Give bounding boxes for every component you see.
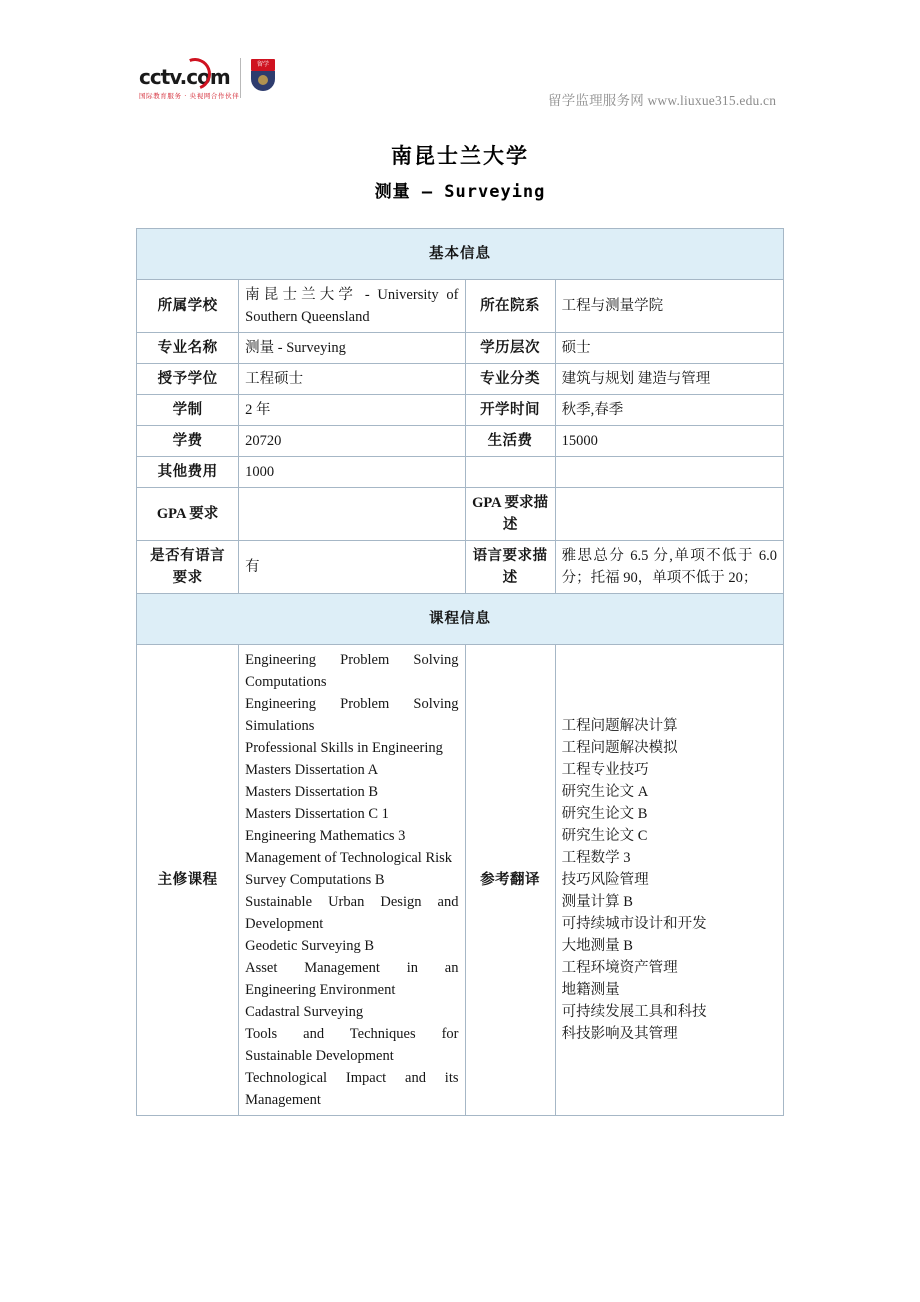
list-item: 研究生论文 B bbox=[561, 806, 648, 822]
cctv-logo-tagline: 国际教育服务 · 央视网合作伙伴 bbox=[139, 92, 240, 100]
value-duration: 2 年 bbox=[239, 395, 465, 426]
label-faculty: 所在院系 bbox=[465, 280, 555, 333]
value-living-cost: 15000 bbox=[555, 426, 783, 457]
list-item: Tools and Techniques for Sustainable Development bbox=[245, 1026, 459, 1064]
page-header bbox=[0, 0, 920, 120]
list-item: 地籍测量 bbox=[561, 982, 620, 998]
cctv-logo bbox=[139, 58, 279, 108]
list-item: 工程环境资产管理 bbox=[561, 960, 678, 976]
list-item: Asset Management in an Engineering Environment bbox=[245, 960, 459, 998]
list-item: Masters Dissertation A bbox=[245, 762, 379, 778]
value-school: 南昆士兰大学 - University of Southern Queensland bbox=[239, 280, 465, 333]
label-duration: 学制 bbox=[137, 395, 239, 426]
section-header-basic-info: 基本信息 bbox=[137, 229, 784, 280]
list-item: Masters Dissertation B bbox=[245, 784, 379, 800]
list-item: 工程数学 3 bbox=[561, 850, 631, 866]
list-item: Professional Skills in Engineering bbox=[245, 740, 443, 756]
list-item: 研究生论文 A bbox=[561, 784, 649, 800]
section-header-course-info: 课程信息 bbox=[137, 594, 784, 645]
list-item: Engineering Problem Solving Computations bbox=[245, 652, 459, 690]
value-main-courses bbox=[239, 645, 465, 1116]
list-item: Management of Technological Risk bbox=[245, 850, 453, 866]
list-item: 可持续城市设计和开发 bbox=[561, 916, 707, 932]
label-blank bbox=[465, 457, 555, 488]
list-item: Survey Computations B bbox=[245, 872, 385, 888]
value-language-requirement: 有 bbox=[239, 541, 465, 594]
value-category: 建筑与规划 建造与管理 bbox=[555, 364, 783, 395]
study-abroad-shield-icon bbox=[249, 59, 277, 93]
table-row bbox=[137, 594, 784, 645]
site-tagline: 留学监理服务网 www.liuxue315.edu.cn bbox=[548, 93, 777, 108]
value-gpa-description bbox=[555, 488, 783, 541]
label-gpa: GPA 要求 bbox=[137, 488, 239, 541]
table-row bbox=[137, 280, 784, 333]
list-item: 科技影响及其管理 bbox=[561, 1026, 678, 1042]
table-row bbox=[137, 426, 784, 457]
table-row bbox=[137, 395, 784, 426]
label-living-cost: 生活费 bbox=[465, 426, 555, 457]
list-item: Technological Impact and its Management bbox=[245, 1070, 459, 1108]
value-reference-translation bbox=[555, 645, 783, 1116]
program-info-table bbox=[136, 228, 784, 1116]
label-category: 专业分类 bbox=[465, 364, 555, 395]
label-school: 所属学校 bbox=[137, 280, 239, 333]
value-degree-level: 硕士 bbox=[555, 333, 783, 364]
label-degree-level: 学历层次 bbox=[465, 333, 555, 364]
page-title: 南昆士兰大学 bbox=[391, 144, 529, 168]
list-item: 可持续发展工具和科技 bbox=[561, 1004, 707, 1020]
cctv-wordmark bbox=[139, 64, 235, 90]
list-item: 工程问题解决模拟 bbox=[561, 740, 678, 756]
value-language-description: 雅思总分 6.5 分,单项不低于 6.0 分；托福 90，单项不低于 20； bbox=[555, 541, 783, 594]
list-item: 大地测量 B bbox=[561, 938, 633, 954]
list-item: Sustainable Urban Design and Development bbox=[245, 894, 459, 932]
logo-divider bbox=[240, 58, 241, 98]
list-item: Geodetic Surveying B bbox=[245, 938, 375, 954]
table-row bbox=[137, 229, 784, 280]
label-language-description: 语言要求描述 bbox=[465, 541, 555, 594]
value-faculty: 工程与测量学院 bbox=[555, 280, 783, 333]
label-major: 专业名称 bbox=[137, 333, 239, 364]
shield-banner-text: 留学 bbox=[256, 61, 269, 68]
shield-body bbox=[251, 71, 275, 91]
label-start-time: 开学时间 bbox=[465, 395, 555, 426]
label-tuition: 学费 bbox=[137, 426, 239, 457]
list-item: 工程问题解决计算 bbox=[561, 718, 678, 734]
list-item: Engineering Problem Solving Simulations bbox=[245, 696, 459, 734]
list-item: Masters Dissertation C 1 bbox=[245, 806, 389, 822]
label-language-requirement: 是否有语言要求 bbox=[137, 541, 239, 594]
list-item: 研究生论文 C bbox=[561, 828, 648, 844]
table-row bbox=[137, 488, 784, 541]
list-item: 技巧风险管理 bbox=[561, 872, 649, 888]
table-row bbox=[137, 541, 784, 594]
label-main-courses: 主修课程 bbox=[137, 645, 239, 1116]
cctv-logo-text: cctv.com bbox=[139, 65, 230, 89]
page-subtitle: 测量 – Surveying bbox=[374, 182, 546, 202]
list-item: Engineering Mathematics 3 bbox=[245, 828, 406, 844]
list-item: Cadastral Surveying bbox=[245, 1004, 364, 1020]
value-blank bbox=[555, 457, 783, 488]
shield-banner bbox=[251, 59, 275, 71]
table-row bbox=[137, 645, 784, 1116]
label-degree: 授予学位 bbox=[137, 364, 239, 395]
label-reference-translation: 参考翻译 bbox=[465, 645, 555, 1116]
value-start-time: 秋季,春季 bbox=[555, 395, 783, 426]
value-major: 测量 - Surveying bbox=[239, 333, 465, 364]
table-row bbox=[137, 457, 784, 488]
value-gpa bbox=[239, 488, 465, 541]
value-other-fee: 1000 bbox=[239, 457, 465, 488]
label-gpa-description: GPA 要求描述 bbox=[465, 488, 555, 541]
list-item: 测量计算 B bbox=[561, 894, 633, 910]
table-row bbox=[137, 364, 784, 395]
value-degree: 工程硕士 bbox=[239, 364, 465, 395]
label-other-fee: 其他费用 bbox=[137, 457, 239, 488]
list-item: 工程专业技巧 bbox=[561, 762, 649, 778]
table-row bbox=[137, 333, 784, 364]
value-tuition: 20720 bbox=[239, 426, 465, 457]
